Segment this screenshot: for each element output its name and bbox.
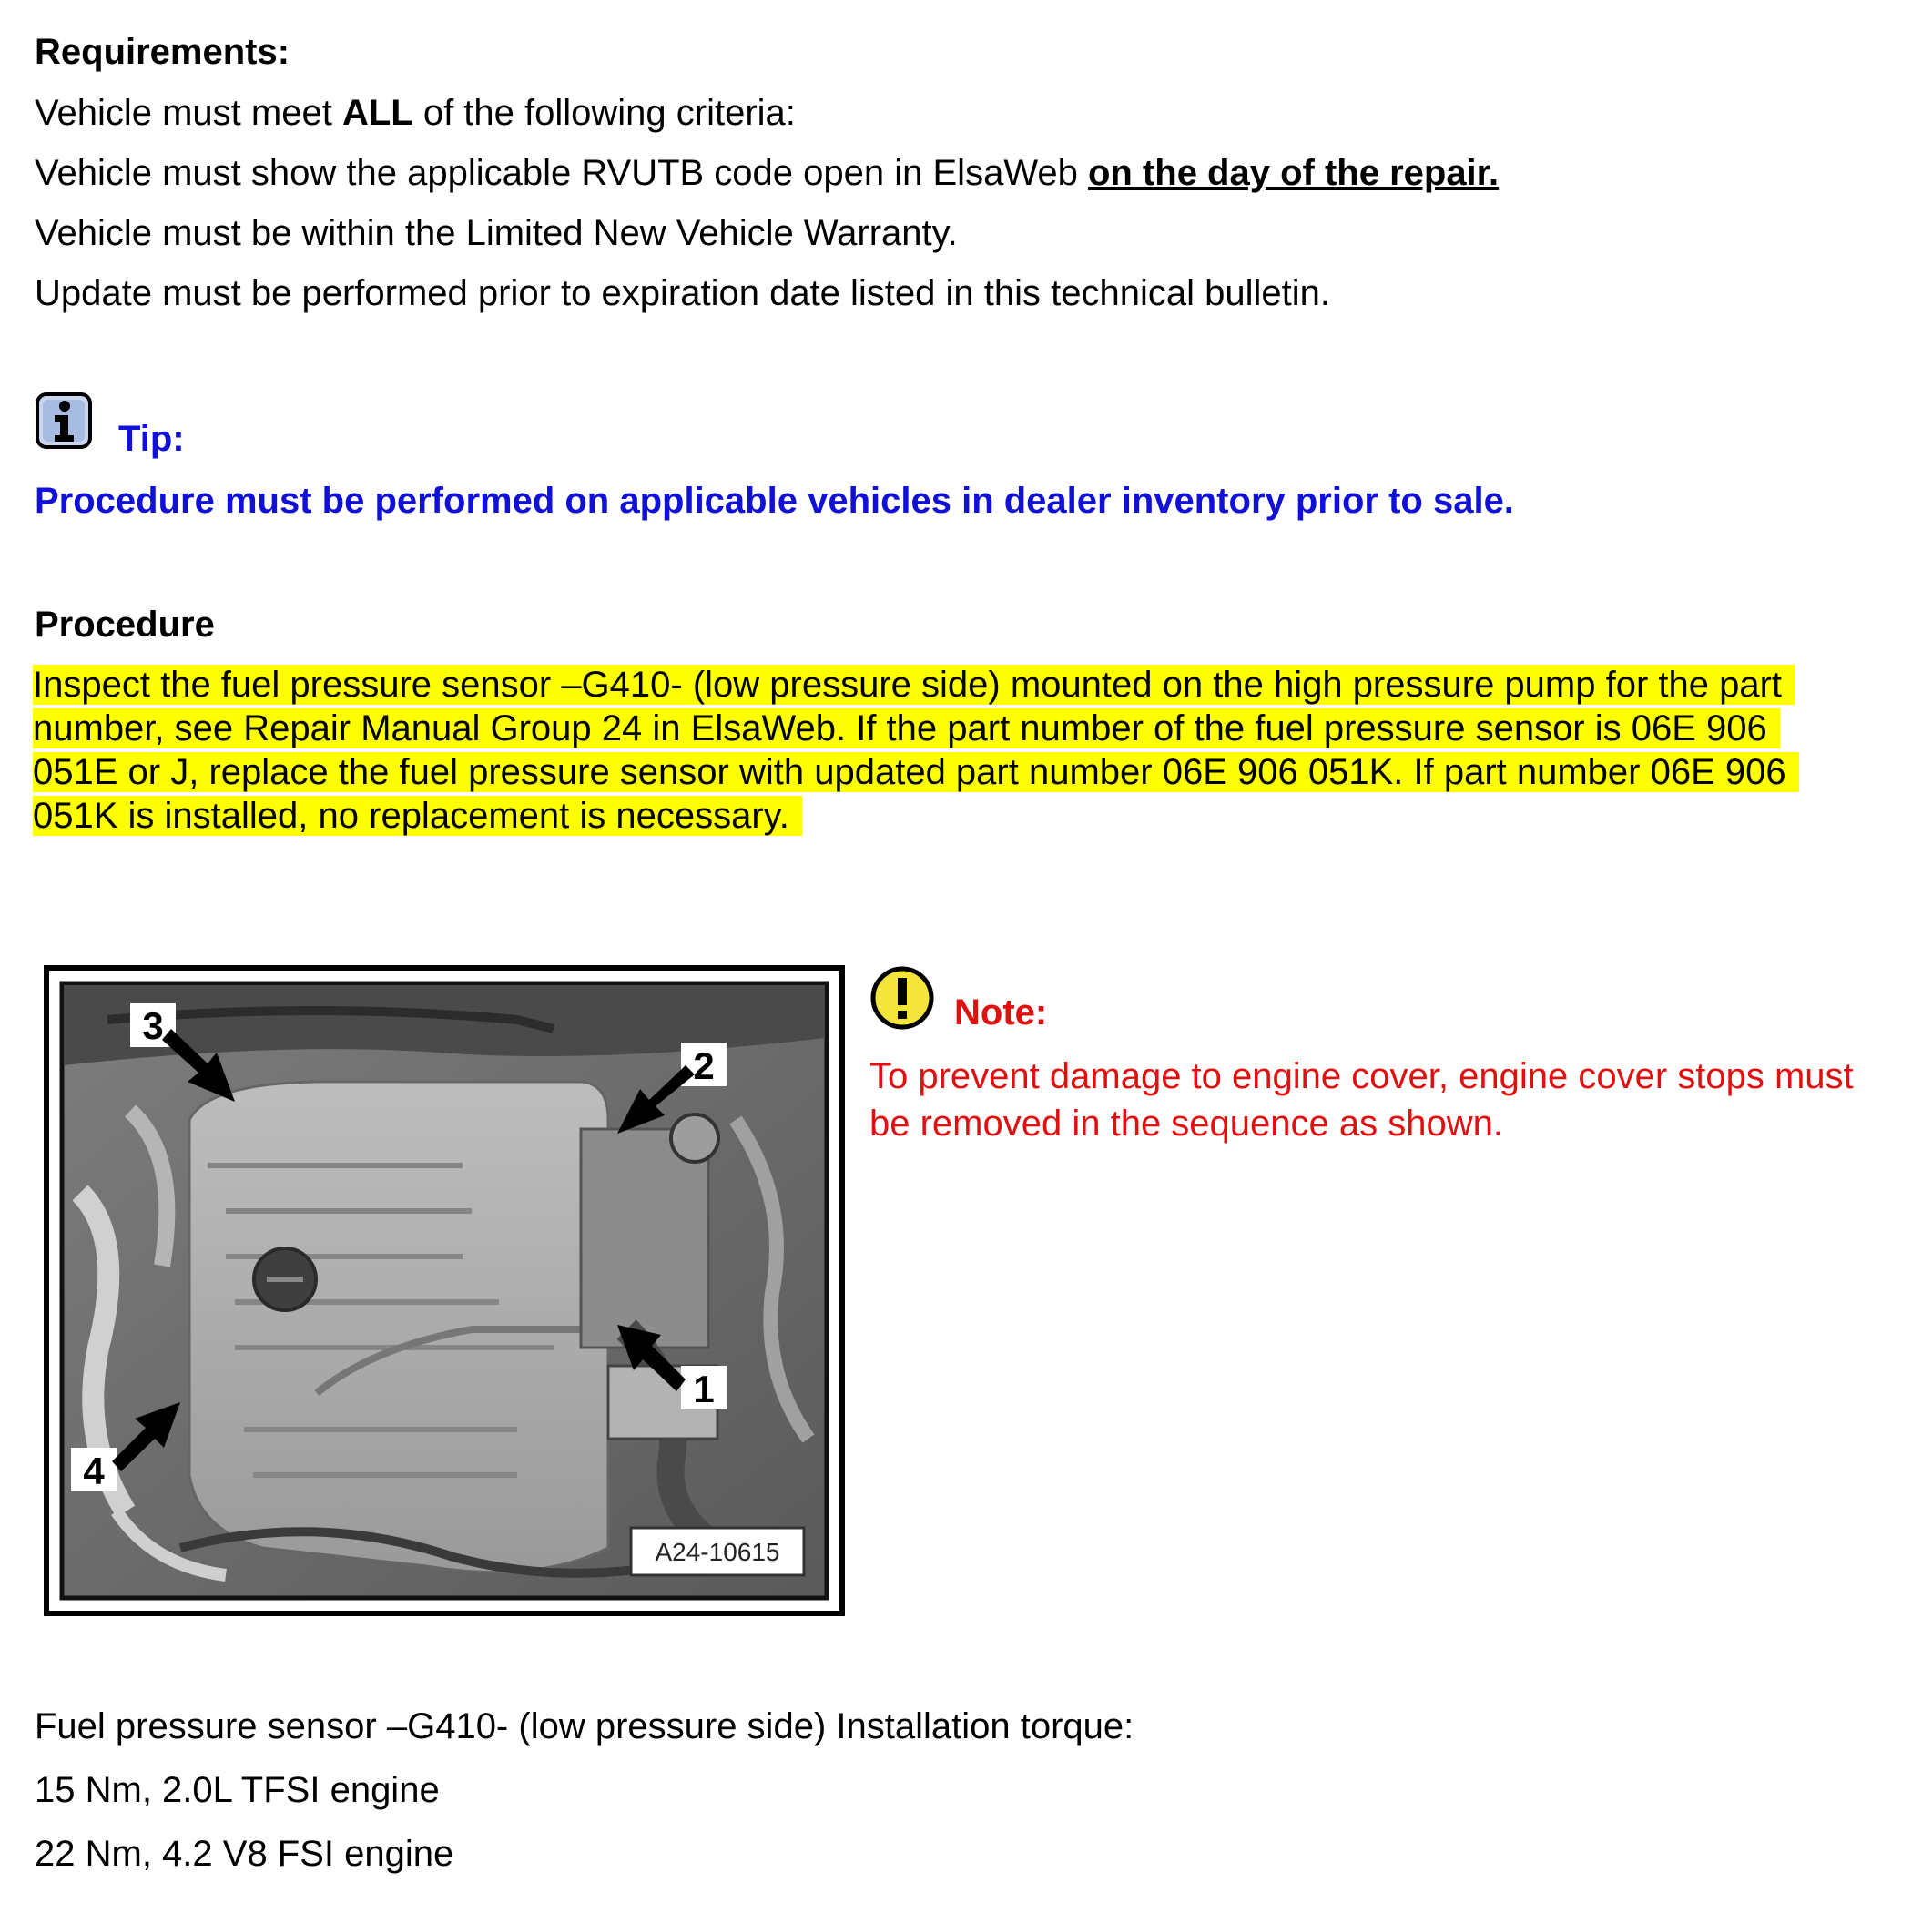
procedure-title: Procedure — [35, 605, 215, 645]
requirements-line-1 — [35, 91, 796, 135]
procedure-text — [33, 663, 1881, 838]
callout-1: 1 — [693, 1368, 715, 1410]
req-line2-a: Vehicle must show the applicable RVUTB code open in ElsaWeb — [35, 153, 1088, 193]
req-line1-a: Vehicle must meet — [35, 93, 342, 133]
note-label: Note: — [954, 992, 1048, 1033]
requirements-line-4: Update must be performed prior to expiration date listed in this technical bulletin. — [35, 273, 1330, 313]
procedure-line: 051K is installed, no replacement is necessary. — [33, 794, 1881, 838]
torque-spec-2: 22 Nm, 4.2 V8 FSI engine — [35, 1834, 454, 1874]
procedure-line: 051E or J, replace the fuel pressure sensor with updated part number 06E 906 051K. If part number 06E 906 — [33, 750, 1881, 794]
note-line: To prevent damage to engine cover, engine cover stops must — [869, 1056, 1854, 1096]
engine-cover-figure — [44, 965, 845, 1616]
req-line1-c: of the following criteria: — [412, 93, 796, 133]
req-line1-b: ALL — [341, 93, 413, 133]
procedure-line: number, see Repair Manual Group 24 in ElsaWeb. If the part number of the fuel pressure sensor is 06E 906 — [33, 707, 1881, 750]
req-line2-b: on the day of the repair. — [1087, 153, 1500, 193]
requirements-title: Requirements: — [35, 32, 290, 72]
callout-2: 2 — [693, 1044, 715, 1087]
torque-spec-1: 15 Nm, 2.0L TFSI engine — [35, 1770, 440, 1810]
warning-icon — [869, 965, 935, 1031]
procedure-line: Inspect the fuel pressure sensor –G410- (low pressure side) mounted on the high pressure pump for the part — [33, 663, 1881, 707]
info-icon — [35, 392, 93, 450]
figure-id: A24-10615 — [655, 1538, 780, 1566]
note-line: be removed in the sequence as shown. — [869, 1104, 1503, 1144]
tip-text: Procedure must be performed on applicable vehicles in dealer inventory prior to sale. — [35, 481, 1514, 521]
requirements-line-2 — [35, 151, 1499, 195]
callout-3: 3 — [142, 1004, 164, 1047]
callout-4: 4 — [83, 1450, 105, 1492]
tip-label: Tip: — [118, 419, 185, 459]
requirements-line-3: Vehicle must be within the Limited New Vehicle Warranty. — [35, 213, 958, 253]
note-text — [869, 1053, 1907, 1147]
torque-title: Fuel pressure sensor –G410- (low pressure side) Installation torque: — [35, 1706, 1134, 1746]
